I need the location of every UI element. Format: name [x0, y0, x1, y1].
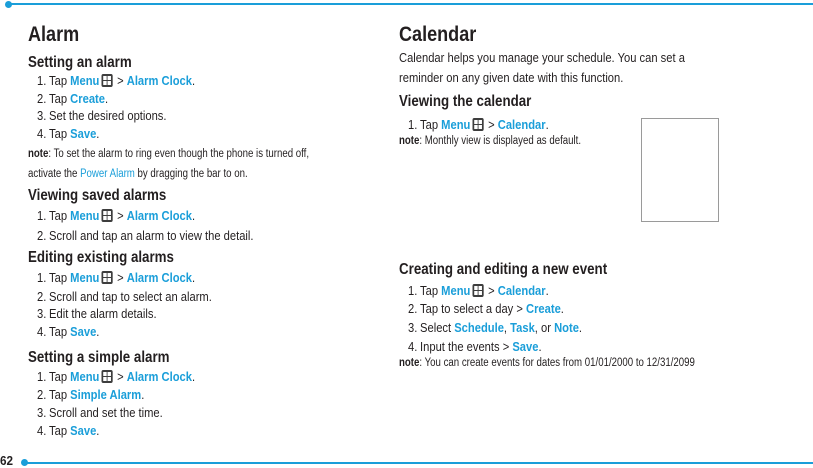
- screenshot-placeholder: [641, 118, 719, 222]
- simple-alarm-heading: Setting a simple alarm: [28, 349, 170, 366]
- step: 3. Edit the alarm details.: [37, 306, 157, 321]
- alarm-title: Alarm: [28, 23, 80, 46]
- bottom-rule-dot: [21, 459, 28, 466]
- step: 4. Input the events > Save.: [408, 339, 542, 354]
- alarm-note-line2: activate the Power Alarm by dragging the bar to on.: [28, 168, 248, 180]
- step: 3. Scroll and set the time.: [37, 405, 163, 420]
- step: 1. Tap Menu > Calendar.: [408, 117, 549, 132]
- step: 3. Select Schedule, Task, or Note.: [408, 320, 583, 335]
- bottom-rule: [24, 462, 813, 464]
- step: 1. Tap Menu > Alarm Clock.: [37, 208, 196, 223]
- step: 4. Tap Save.: [37, 126, 100, 141]
- simple-alarm-link[interactable]: Simple Alarm: [70, 387, 142, 402]
- step: 1. Tap Menu > Alarm Clock.: [37, 73, 196, 88]
- menu-grid-icon: [472, 118, 483, 131]
- alarm-clock-link[interactable]: Alarm Clock: [126, 208, 193, 223]
- step: 2. Tap to select a day > Create.: [408, 301, 564, 316]
- calendar-intro-line1: Calendar helps you manage your schedule. You can set a: [399, 50, 685, 65]
- calendar-create-note: note: You can create events for dates from 01/01/2000 to 12/31/2099: [399, 357, 695, 369]
- step: 4. Tap Save.: [37, 324, 100, 339]
- menu-grid-icon: [101, 74, 112, 87]
- editing-alarms-heading: Editing existing alarms: [28, 249, 174, 266]
- alarm-note-line1: note: To set the alarm to ring even though the phone is turned off,: [28, 148, 310, 160]
- step: 2. Scroll and tap to select an alarm.: [37, 289, 212, 304]
- menu-link[interactable]: Menu: [70, 270, 100, 285]
- setting-alarm-heading: Setting an alarm: [28, 54, 132, 71]
- step: 2. Scroll and tap an alarm to view the detail.: [37, 228, 254, 243]
- menu-link[interactable]: Menu: [70, 73, 100, 88]
- menu-grid-icon: [101, 370, 112, 383]
- step: 1. Tap Menu > Calendar.: [408, 283, 549, 298]
- step: 1. Tap Menu > Alarm Clock.: [37, 270, 196, 285]
- menu-grid-icon: [101, 209, 112, 222]
- alarm-clock-link[interactable]: Alarm Clock: [126, 270, 193, 285]
- task-link[interactable]: Task: [510, 320, 535, 335]
- save-link[interactable]: Save: [70, 126, 97, 141]
- menu-link[interactable]: Menu: [441, 283, 471, 298]
- step: 2. Tap Simple Alarm.: [37, 387, 145, 402]
- create-link[interactable]: Create: [526, 301, 561, 316]
- menu-link[interactable]: Menu: [441, 117, 471, 132]
- schedule-link[interactable]: Schedule: [454, 320, 504, 335]
- menu-grid-icon: [101, 271, 112, 284]
- alarm-clock-link[interactable]: Alarm Clock: [126, 73, 193, 88]
- calendar-intro-line2: reminder on any given date with this function.: [399, 70, 624, 85]
- menu-link[interactable]: Menu: [70, 208, 100, 223]
- top-rule: [8, 3, 813, 5]
- calendar-link[interactable]: Calendar: [497, 283, 546, 298]
- viewing-alarms-heading: Viewing saved alarms: [28, 187, 167, 204]
- save-link[interactable]: Save: [512, 339, 539, 354]
- top-rule-dot: [5, 1, 12, 8]
- menu-link[interactable]: Menu: [70, 369, 100, 384]
- creating-event-heading: Creating and editing a new event: [399, 261, 608, 278]
- power-alarm-link[interactable]: Power Alarm: [80, 168, 135, 180]
- step: 3. Set the desired options.: [37, 108, 167, 123]
- menu-grid-icon: [472, 284, 483, 297]
- create-link[interactable]: Create: [70, 91, 105, 106]
- step: 1. Tap Menu > Alarm Clock.: [37, 369, 196, 384]
- step: 2. Tap Create.: [37, 91, 109, 106]
- save-link[interactable]: Save: [70, 423, 97, 438]
- note-link[interactable]: Note: [554, 320, 579, 335]
- save-link[interactable]: Save: [70, 324, 97, 339]
- step: 4. Tap Save.: [37, 423, 100, 438]
- calendar-link[interactable]: Calendar: [497, 117, 546, 132]
- page-number: 62: [0, 453, 14, 468]
- calendar-title: Calendar: [399, 23, 477, 46]
- calendar-view-note: note: Monthly view is displayed as default.: [399, 135, 582, 147]
- alarm-clock-link[interactable]: Alarm Clock: [126, 369, 193, 384]
- viewing-calendar-heading: Viewing the calendar: [399, 93, 532, 110]
